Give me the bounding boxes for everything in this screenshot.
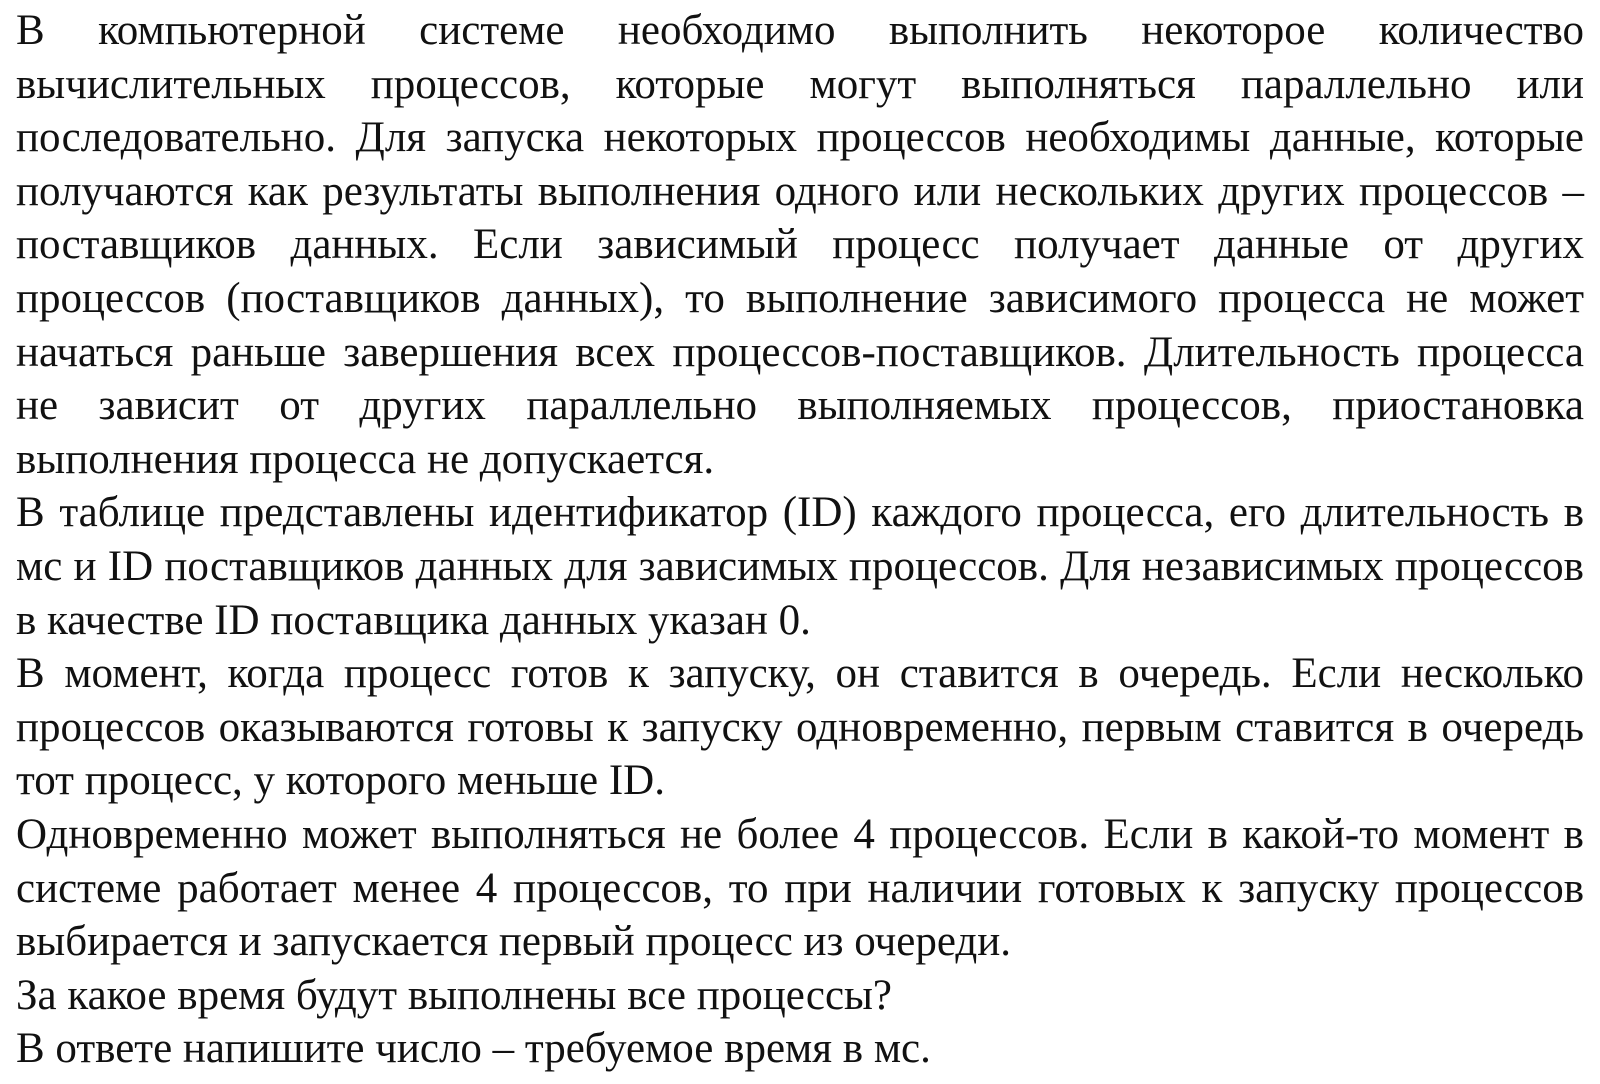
paragraph-queue-rule: В момент, когда процесс готов к запуску, он ставится в очередь. Если несколько процессов оказываются готовы к запуску одновременно, первым ставится в очередь тот процесс, у которого меньше ID. [16, 650, 1584, 805]
task-text [16, 4, 1584, 1076]
paragraph-concurrency-limit: Одновременно может выполняться не более 4 процессов. Если в какой-то момент в системе работает менее 4 процессов, то при наличии готовых к запуску процессов выбирается и запускается первый процесс из очереди. [16, 810, 1584, 966]
paragraph-question: За какое время будут выполнены все процессы? [16, 971, 893, 1019]
paragraph-answer-instruction: В ответе напишите число – требуемое время в мс. [16, 1025, 931, 1073]
paragraph-table-description: В таблице представлены идентификатор (ID) каждого процесса, его длительность в мс и ID поставщиков данных для зависимых процессов. Для независимых процессов в качестве ID поставщика данных указан 0. [16, 489, 1584, 644]
paragraph-intro: В компьютерной системе необходимо выполнить некоторое количество вычислительных процессов, которые могут выполняться параллельно или последовательно. Для запуска некоторых процессов необходимы данные, которые получаются как результаты выполнения одного или нескольких других процессов – поставщиков данных. Если зависимый процесс получает данные от других процессов (поставщиков данных), то выполнение зависимого процесса не может начаться раньше завершения всех процессов-поставщиков. Длительность процесса не зависит от других параллельно выполняемых процессов, приостановка выполнения процесса не допускается. [16, 7, 1584, 483]
